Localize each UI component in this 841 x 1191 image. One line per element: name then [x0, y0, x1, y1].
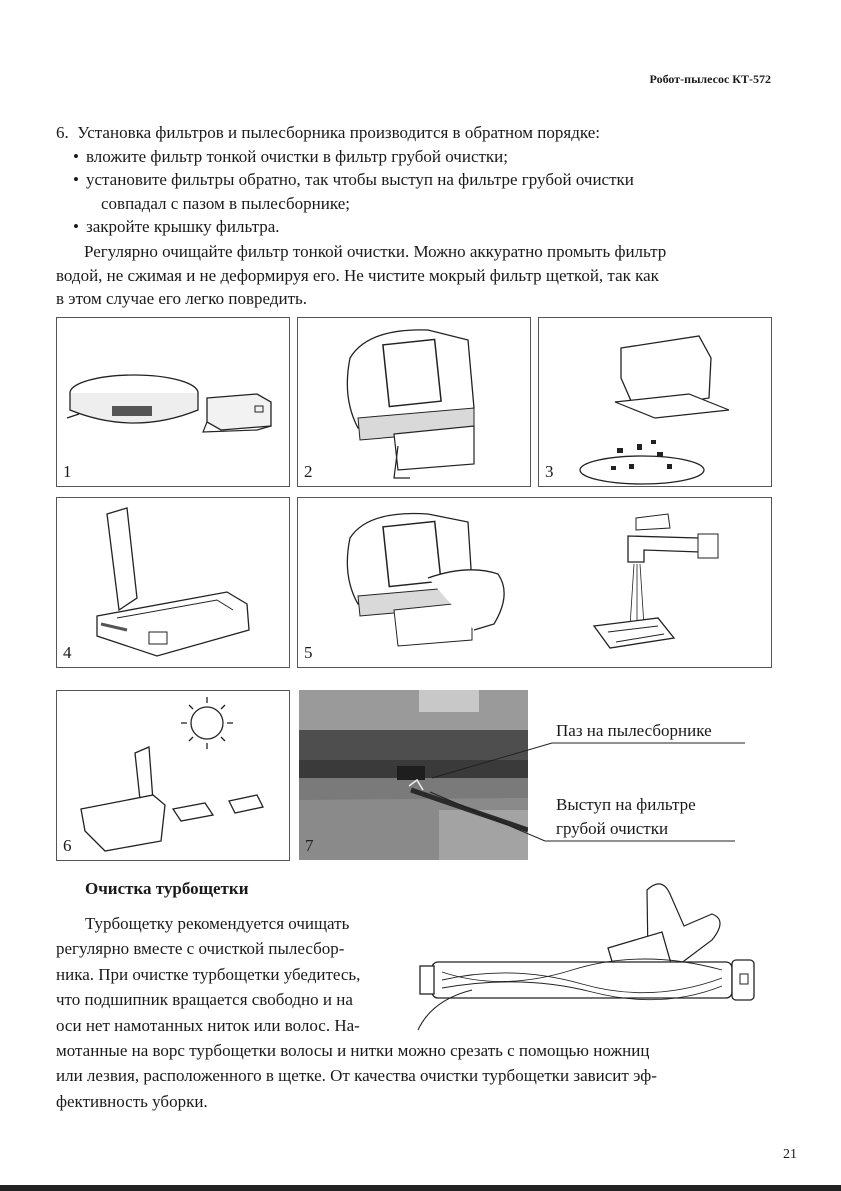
bullet-text: вложите фильтр тонкой очистки в фильтр грубой очистки; — [86, 146, 509, 166]
paragraph-line: регулярно вместе с очисткой пылесбор- — [56, 939, 345, 959]
paragraph-line: фективность уборки. — [56, 1091, 208, 1111]
paragraph-line: Регулярно очищайте фильтр тонкой очистки. Можно аккуратно промыть фильтр — [84, 242, 667, 261]
figure-number: 2 — [304, 462, 313, 481]
figure-number: 4 — [63, 643, 72, 662]
paragraph-line: мотанные на ворс турбощетки волосы и нитки можно срезать с помощью ножниц — [56, 1041, 650, 1061]
figure-number: 5 — [304, 643, 313, 662]
figure-number: 7 — [305, 836, 314, 855]
paragraph-line: водой, не сжимая и не деформируя его. Не чистите мокрый фильтр щеткой, так как — [56, 265, 659, 285]
ledge-label-line2: грубой очистки — [556, 819, 669, 838]
page-number: 21 — [783, 1147, 797, 1162]
bullet-item: • установите фильтры обратно, так чтобы выступ на фильтре грубой очистки — [73, 170, 634, 190]
figure-number: 3 — [545, 462, 554, 481]
turbo-brush-paragraph — [56, 911, 657, 1114]
bullet-text: установите фильтры обратно, так чтобы выступ на фильтре грубой очистки — [86, 170, 634, 190]
paragraph-line: оси нет намотанных ниток или волос. На- — [56, 1015, 360, 1035]
figure-number: 1 — [63, 462, 72, 481]
bottom-rule — [0, 1185, 841, 1191]
page-header: Робот-пылесос КТ-572 — [649, 72, 771, 86]
paragraph-line: в этом случае его легко повредить. — [56, 289, 307, 309]
paragraph-line: или лезвия, расположенного в щетке. От качества очистки турбощетки зависит эф- — [56, 1066, 657, 1086]
paragraph-line: что подшипник вращается свободно и на — [56, 990, 353, 1010]
section-title: Очистка турбощетки — [85, 879, 249, 898]
bullet-item: • закройте крышку фильтра. — [73, 217, 280, 237]
groove-label: Паз на пылесборнике — [556, 721, 712, 740]
figure-number: 6 — [63, 836, 72, 855]
paragraph-line: ника. При очистке турбощетки убедитесь, — [56, 964, 361, 984]
ledge-label-line1: Выступ на фильтре — [556, 795, 696, 814]
bullet-item: • вложите фильтр тонкой очистки в фильтр грубой очистки; — [73, 146, 509, 166]
bullet-text: закройте крышку фильтра. — [86, 217, 280, 237]
bullet-continuation: совпадал с пазом в пылесборнике; — [101, 193, 350, 213]
step6-intro: 6. Установка фильтров и пылесборника производится в обратном порядке: — [56, 123, 600, 142]
paragraph-line: Турбощетку рекомендуется очищать — [85, 914, 350, 933]
